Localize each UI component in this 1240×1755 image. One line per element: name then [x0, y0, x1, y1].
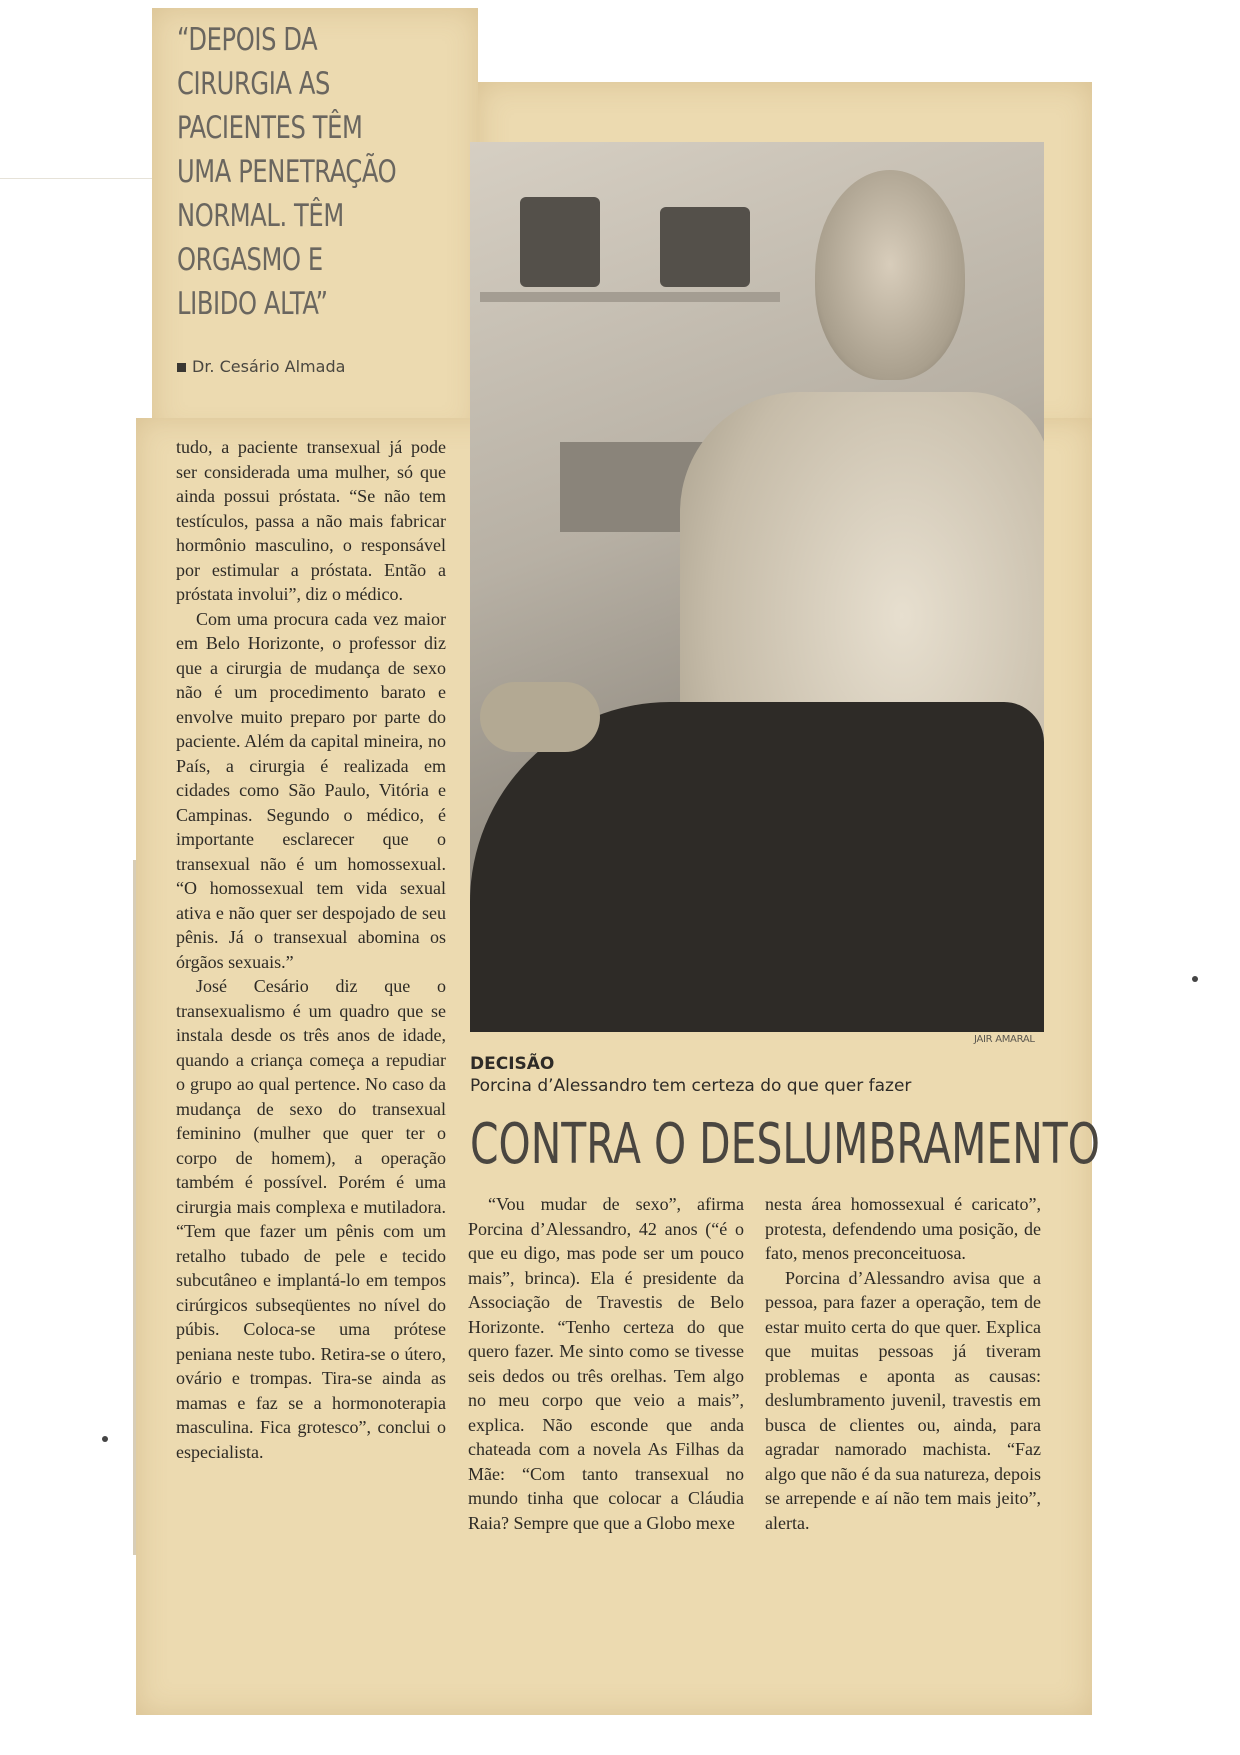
quote-author [177, 357, 345, 376]
paragraph: “Vou mudar de sexo”, afirma Porcina d’Alessandro, 42 anos (“é o que eu digo, mas pode ser um pouco mais”, brinca). Ela é presidente da Associação de Travestis de Belo Horizonte. “Tenho certeza do que quero fazer. Me sinto como se tivesse seis dedos ou três orelhas. Tem algo no meu corpo que veio a mais”, explica. Não esconde que anda chateada com a novela As Filhas da Mãe: “Com tanto transexual no mundo tinha que colocar a Cláudia Raia? Sempre que que a Globo mexe [468, 1194, 744, 1533]
article-headline: CONTRA O DESLUMBRAMENTO [470, 1112, 1100, 1177]
photo-shelf [480, 292, 780, 302]
scan-speck [102, 1436, 108, 1442]
paragraph: José Cesário diz que o transexualismo é um quadro que se instala desde os três anos de idade, quando a criança começa a repudiar o grupo ao qual pertence. No caso da mudança de sexo do transexual feminino (mulher que quer ter o corpo de homem), a operação também é possível. Porém é uma cirurgia mais complexa e mutiladora. “Tem que fazer um pênis com um retalho tubado de pele e tecido subcutâneo e implantá-lo em tempos cirúrgicos subseqüentes no nível do púbis. Coloca-se uma prótese peniana neste tubo. Retira-se o útero, ovário e trompas. Tira-se ainda as mamas e faz se a hormonoterapia masculina. Fica grotesco”, conclui o especialista. [176, 976, 446, 1462]
scan-speck [1192, 976, 1198, 982]
article-column-left [176, 435, 446, 1464]
paragraph: nesta área homossexual é caricato”, protesta, defendendo uma posição, de fato, menos preconceituosa. [765, 1194, 1041, 1263]
quote-author-name: Dr. Cesário Almada [192, 357, 346, 376]
article-column-right [765, 1192, 1041, 1535]
paragraph: tudo, a paciente transexual já pode ser considerada uma mulher, só que ainda possui próstata. “Se não tem testículos, passa a não mais fabricar hormônio masculino, o responsável por estimular a próstata. Então a próstata involui”, diz o médico. [176, 437, 446, 604]
photo-figure-head [815, 170, 965, 380]
article-column-middle [468, 1192, 744, 1535]
caption-text: Porcina d’Alessandro tem certeza do que quer fazer [470, 1076, 912, 1096]
caption-heading: DECISÃO [470, 1054, 555, 1074]
photo-speaker [660, 207, 750, 287]
paragraph: Com uma procura cada vez maior em Belo Horizonte, o professor diz que a cirurgia de mudança de sexo não é um procedimento barato e envolve muito preparo por parte do paciente. Além da capital mineira, no País, a cirurgia é realizada em cidades como São Paulo, Vitória e Campinas. Segundo o médico, é importante esclarecer que o transexual não é um homossexual. “O homossexual tem vida sexual ativa e não quer ser despojado de seu pênis. Já o transexual abomina os órgãos sexuais.” [176, 608, 446, 972]
pull-quote: “DEPOIS DA CIRURGIA AS PACIENTES TÊM UMA PENETRAÇÃO NORMAL. TÊM ORGASMO E LIBIDO ALTA” [177, 22, 397, 322]
scan-edge [0, 178, 152, 179]
photo-credit: JAIR AMARAL [974, 1034, 1035, 1045]
article-photo [470, 142, 1044, 1032]
bullet-square-icon [177, 363, 186, 372]
photo-speaker [520, 197, 600, 287]
photo-figure-hand [480, 682, 600, 752]
paragraph: Porcina d’Alessandro avisa que a pessoa, para fazer a operação, tem de estar muito certa do que quer. Explica que muitas pessoas já tiveram problemas e aponta as causas: deslumbramento juvenil, travestis em busca de clientes ou, ainda, para agradar namorado machista. “Faz algo que não é da sua natureza, depois se arrepende e aí não tem mais jeito”, alerta. [765, 1267, 1041, 1533]
